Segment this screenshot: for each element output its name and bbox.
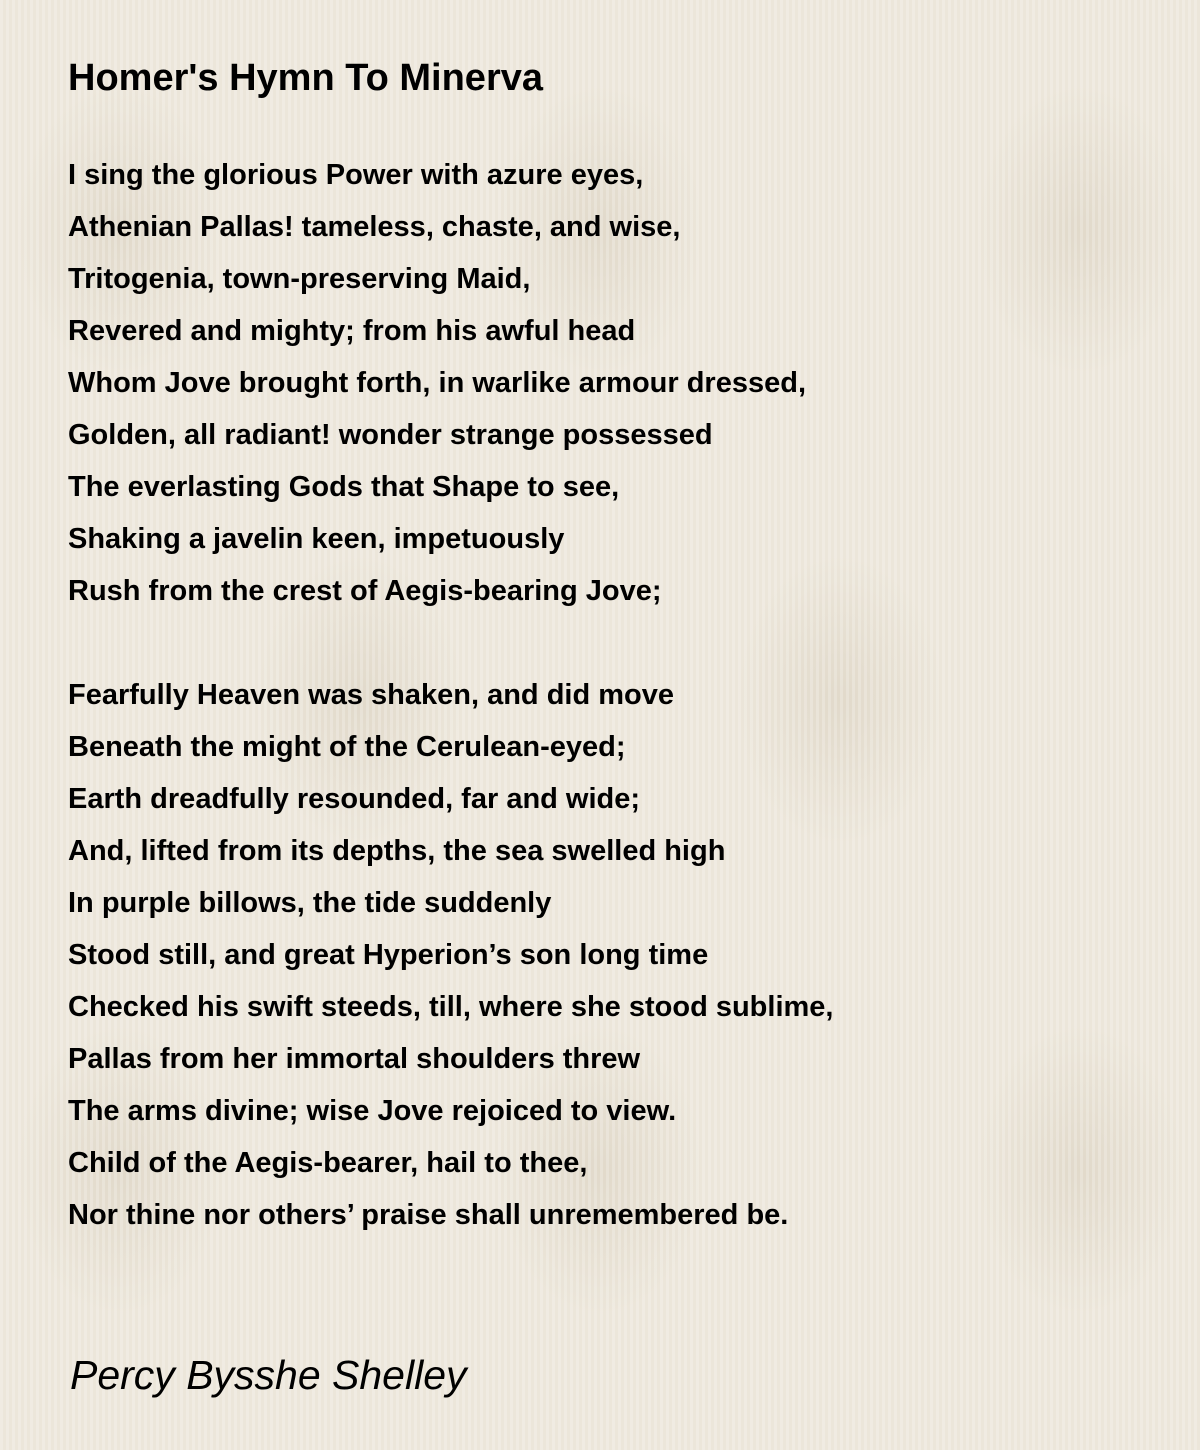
poem-line: Nor thine nor others’ praise shall unremembered be. (68, 1199, 789, 1231)
poem-line: Golden, all radiant! wonder strange possessed (68, 419, 713, 451)
poem-line: Fearfully Heaven was shaken, and did move (68, 679, 674, 711)
poem-line: Earth dreadfully resounded, far and wide; (68, 783, 641, 815)
poem-line: Athenian Pallas! tameless, chaste, and wise, (68, 211, 681, 243)
poem-line: Checked his swift steeds, till, where she stood sublime, (68, 991, 834, 1023)
poem-line: Pallas from her immortal shoulders threw (68, 1043, 641, 1075)
poem-line: Whom Jove brought forth, in warlike armour dressed, (68, 367, 806, 399)
poem-line: Revered and mighty; from his awful head (68, 315, 636, 347)
poem-line: Beneath the might of the Cerulean-eyed; (68, 731, 626, 763)
poem-line: Shaking a javelin keen, impetuously (68, 523, 565, 555)
poem-line: Stood still, and great Hyperion’s son long time (68, 939, 709, 971)
poem-line: Child of the Aegis-bearer, hail to thee, (68, 1147, 588, 1179)
poem-line: Rush from the crest of Aegis-bearing Jove; (68, 575, 662, 607)
poem-line: Tritogenia, town-preserving Maid, (68, 263, 531, 295)
poem-line: The arms divine; wise Jove rejoiced to view. (68, 1095, 677, 1127)
poem-line: The everlasting Gods that Shape to see, (68, 471, 620, 503)
poem-body (68, 149, 833, 1241)
poem-author: Percy Bysshe Shelley (70, 1352, 467, 1398)
stanza (68, 149, 833, 617)
stanza (68, 669, 833, 1241)
poem-line: And, lifted from its depths, the sea swelled high (68, 835, 726, 867)
poem-line: I sing the glorious Power with azure eyes, (68, 159, 644, 191)
poem-title: Homer's Hymn To Minerva (68, 57, 543, 99)
poem-line: In purple billows, the tide suddenly (68, 887, 552, 919)
